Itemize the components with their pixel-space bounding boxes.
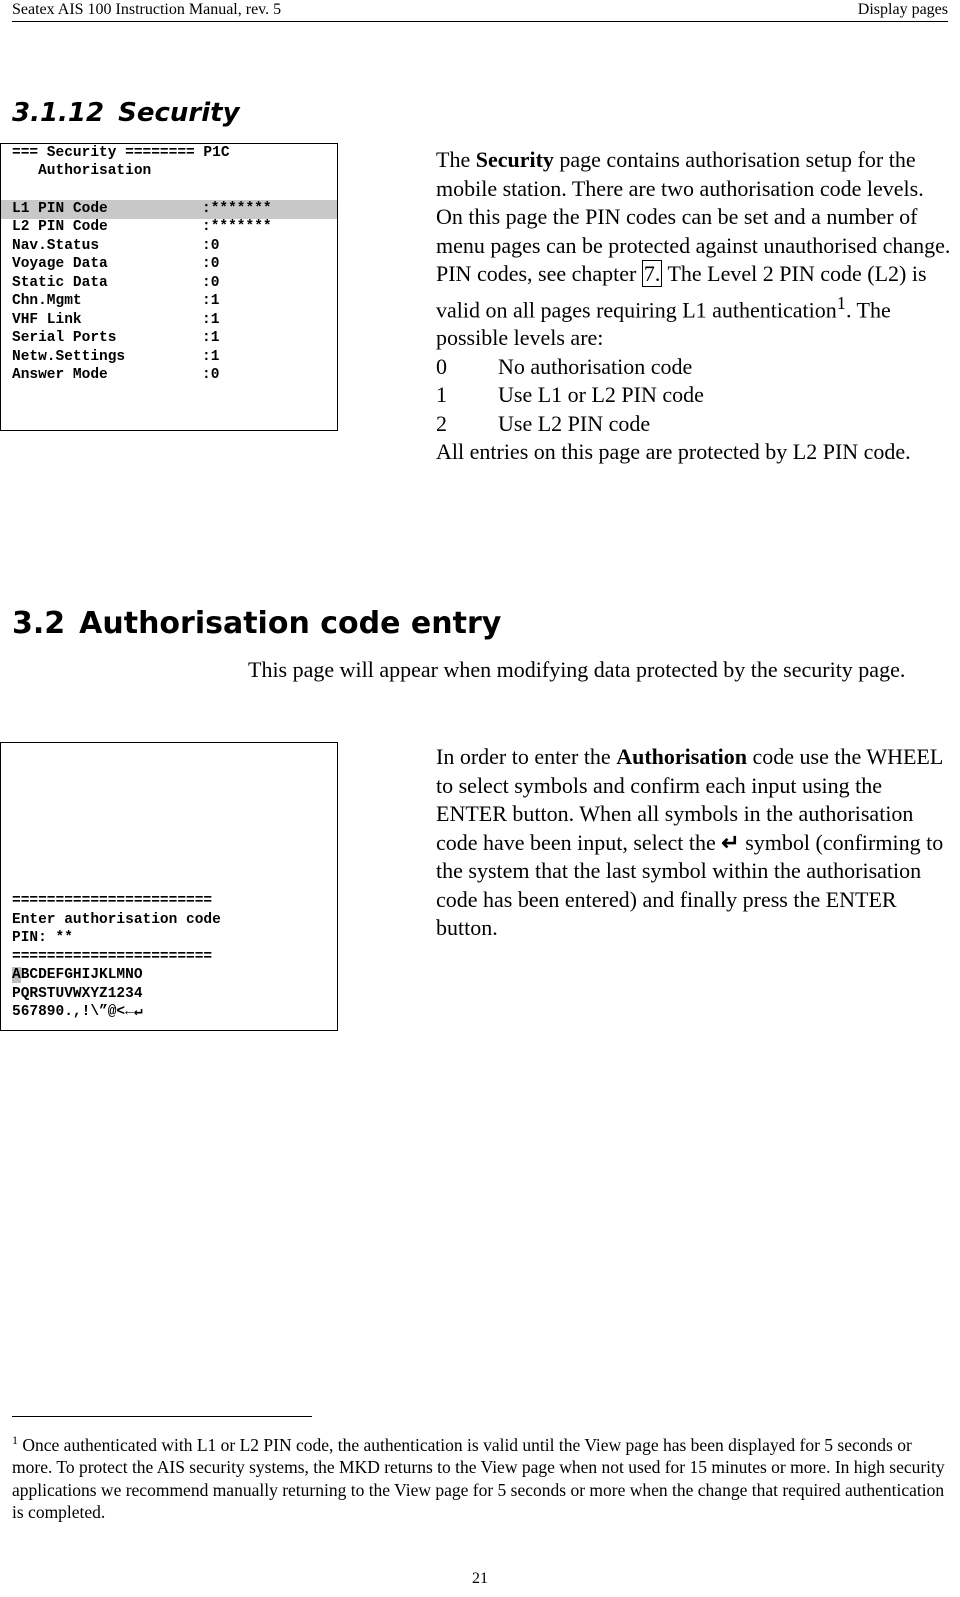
screen-row-nav-status[interactable]: Nav.Status :0: [12, 238, 220, 254]
screen-row-netw-settings[interactable]: Netw.Settings :1: [12, 349, 220, 365]
screen-row-chn-mgmt[interactable]: Chn.Mgmt :1: [12, 293, 220, 309]
chapter-title: Display pages: [857, 1, 948, 18]
authorisation-screen: [0, 742, 338, 1031]
security-term: Security: [475, 147, 554, 172]
screen-prompt: Enter authorisation code: [12, 912, 221, 928]
security-screen: [0, 143, 338, 431]
screen-subtitle-line: Authorisation: [12, 163, 152, 179]
screen-row-answer-mode[interactable]: Answer Mode :0: [12, 367, 220, 383]
pin-entry-field[interactable]: PIN: **: [12, 930, 73, 946]
page-number: 21: [472, 1570, 488, 1587]
chapter-reference-link[interactable]: 7.: [643, 261, 661, 286]
screen-rule: =======================: [12, 893, 213, 909]
screen-title-line: === Security ======== P1C: [12, 145, 230, 161]
footnote-rule: [12, 1416, 312, 1417]
screen-row-static-data[interactable]: Static Data :0: [12, 275, 220, 291]
section-title: Security: [118, 98, 240, 128]
security-closing-paragraph: All entries on this page are protected by L2 PIN code.: [436, 439, 911, 465]
screen-rule: =======================: [12, 949, 213, 965]
authorisation-description: In order to enter the Authorisation code use the WHEEL to select symbols and confirm each input using the ENTER button. When all symbols in the authorisation code have been input, select the ↵ symbol (confirming to the system that the last symbol within the authorisation code has been entered) and finally press the ENTER button.: [436, 744, 944, 940]
screen-row-vhf-link[interactable]: VHF Link :1: [12, 312, 220, 328]
level-item: 1 Use L1 or L2 PIN code: [436, 382, 704, 408]
screen-row-serial-ports[interactable]: Serial Ports :1: [12, 330, 220, 346]
security-description: [436, 146, 952, 467]
section-number: 3.1.12: [12, 98, 105, 128]
section-title: Authorisation code entry: [79, 606, 502, 641]
symbol-cursor[interactable]: A: [12, 967, 21, 983]
symbol-row[interactable]: ABCDEFGHIJKLMNO: [12, 967, 143, 983]
section-number: 3.2: [12, 606, 66, 641]
enter-symbol-icon: ↵: [721, 829, 740, 855]
screen-row-l1-pin[interactable]: L1 PIN Code :*******: [1, 200, 337, 219]
level-item: 0 No authorisation code: [436, 353, 693, 379]
page-header: [0, 0, 960, 22]
screen-row-voyage-data[interactable]: Voyage Data :0: [12, 256, 220, 272]
level-item: 2 Use L2 PIN code: [436, 410, 651, 436]
symbol-row[interactable]: PQRSTUVWXYZ1234: [12, 986, 143, 1002]
section-heading-security: [12, 98, 240, 128]
footnote: $^1$ Once authenticated with L1 or L2 PIN code, the authentication is valid until the View page has been displayed for 5 seconds or more. To protect the AIS security systems, the MKD returns to the View page when not used for 15 minutes or more. In high security applications we recommend manually returning to the View page for 5 seconds or more when the change that required authentication is completed.: [12, 1433, 945, 1523]
screen-row-l2-pin[interactable]: L2 PIN Code :*******: [12, 219, 272, 235]
manual-title: Seatex AIS 100 Instruction Manual, rev. 5: [12, 1, 282, 18]
authorisation-intro: This page will appear when modifying data protected by the security page.: [248, 657, 906, 682]
symbol-row[interactable]: 567890.,!\”@<←↵: [12, 1004, 143, 1020]
section-heading-authorisation: [12, 606, 501, 641]
footnote-marker: 1: [836, 292, 846, 313]
header-rule: [12, 21, 948, 22]
authorisation-term: Authorisation: [616, 744, 747, 769]
security-intro-paragraph: The Security page contains authorisation setup for the mobile station. There are two authorisation code levels. On this page the PIN codes can be set and a number of menu pages can be protected against unauthorised change. PIN codes, see chapter 7. The Level 2 PIN code (L2) is valid on all pages requiring L1 authentication$^1$. The possible levels are:: [436, 147, 951, 351]
footnote-number: 1: [12, 1433, 18, 1447]
